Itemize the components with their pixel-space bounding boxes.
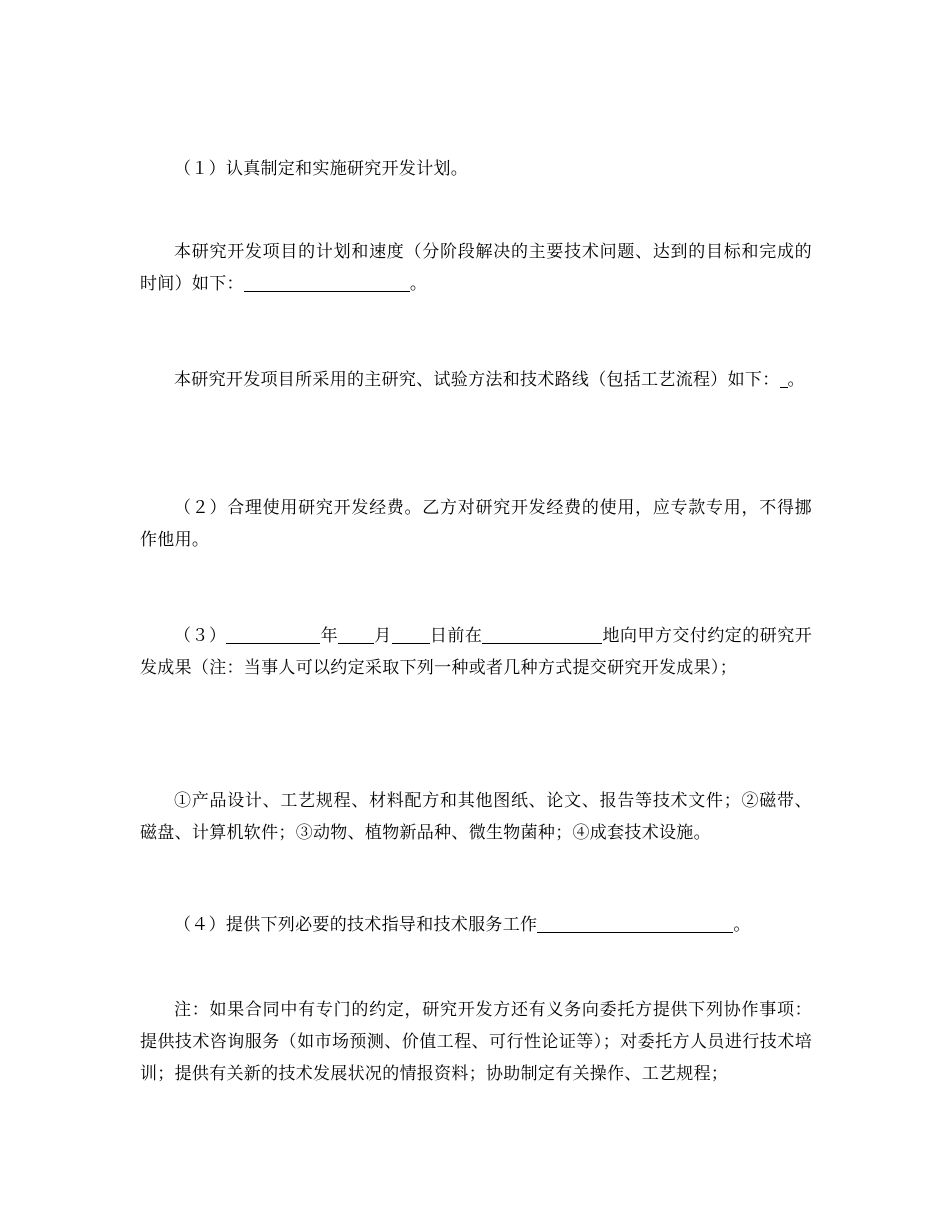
clause-3-paragraph — [140, 620, 812, 684]
day-blank — [392, 625, 430, 644]
method-end: 。 — [787, 370, 805, 390]
clause-4-end: 。 — [733, 915, 751, 935]
month-blank — [338, 625, 374, 644]
deliverables-text: ①产品设计、工艺规程、材料配方和其他图纸、论文、报告等技术文件；②磁带、磁盘、计算机软件；③动物、植物新品种、微生物菌种；④成套技术设施。 — [140, 791, 812, 843]
clause-1-text: （１）认真制定和实施研究开发计划。 — [174, 159, 469, 179]
clause-2-text: （２）合理使用研究开发经费。乙方对研究开发经费的使用，应专款专用，不得挪作他用。 — [140, 498, 812, 550]
schedule-blank — [244, 273, 410, 292]
method-blank — [780, 369, 788, 388]
clause-2-paragraph — [140, 492, 812, 556]
year-label: 年 — [320, 626, 339, 646]
year-blank — [226, 625, 320, 644]
clause-1-heading — [140, 153, 812, 185]
clause-3-prefix: （３） — [174, 626, 227, 646]
schedule-text: 本研究开发项目的计划和速度（分阶段解决的主要技术问题、达到的目标和完成的时间）如下： — [140, 242, 812, 294]
method-paragraph — [140, 364, 812, 396]
clause-4-text: （４）提供下列必要的技术指导和技术服务工作 — [174, 915, 538, 935]
note-paragraph — [140, 994, 812, 1090]
schedule-end: 。 — [409, 274, 428, 294]
clause-3-rest: 地向甲方交付约定的研究开发成果（注：当事人可以约定采取下列一种或者几种方式提交研究开发成果）； — [140, 626, 812, 678]
deliverables-paragraph — [140, 785, 812, 849]
place-blank — [482, 625, 602, 644]
day-label: 日前在 — [429, 626, 483, 646]
schedule-paragraph — [140, 236, 812, 300]
month-label: 月 — [374, 626, 392, 646]
clause-4-paragraph — [140, 909, 812, 941]
method-text: 本研究开发项目所采用的主研究、试验方法和技术路线（包括工艺流程）如下： — [174, 370, 780, 390]
note-text: 注：如果合同中有专门的约定，研究开发方还有义务向委托方提供下列协作事项：提供技术咨询服务（如市场预测、价值工程、可行性论证等）；对委托方人员进行技术培训；提供有关新的技术发展状况的情报资料；协助制定有关操作、工艺规程； — [140, 1000, 812, 1084]
service-blank — [537, 914, 733, 933]
